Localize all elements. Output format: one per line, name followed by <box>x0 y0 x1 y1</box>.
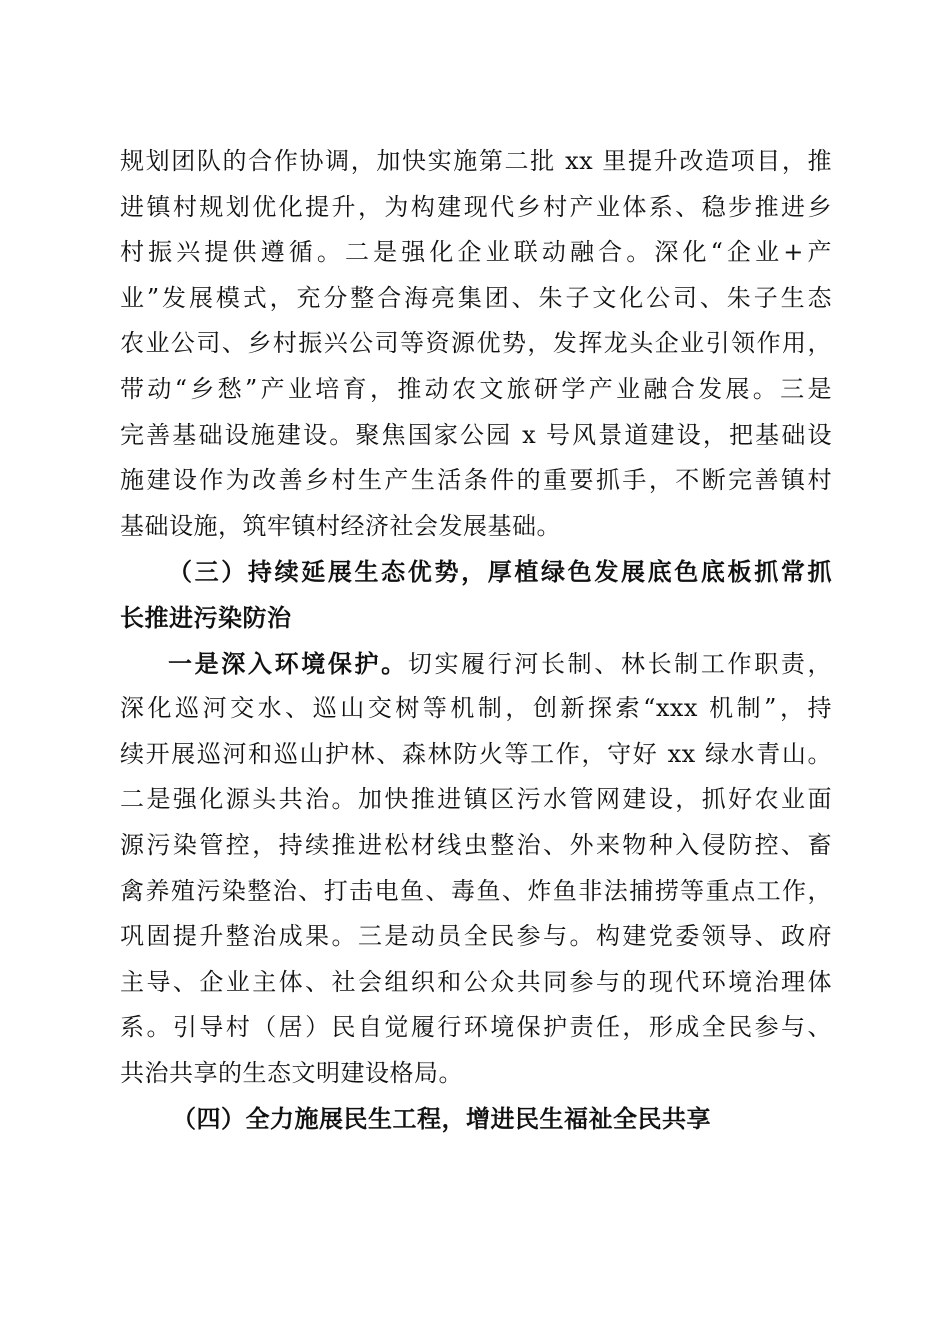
text-line: 业”发展模式，充分整合海亮集团、朱子文化公司、朱子生态 <box>120 283 832 312</box>
text-line: 农业公司、乡村振兴公司等资源优势，发挥龙头企业引领作用， <box>120 329 832 358</box>
text-line: 带动“乡愁”产业培育，推动农文旅研学产业融合发展。三是 <box>120 374 832 403</box>
text-line <box>120 641 832 687</box>
text-line: 规划团队的合作协调，加快实施第二批 xx 里提升改造项目，推 <box>120 147 832 175</box>
text-line: 深化巡河交水、巡山交树等机制，创新探索“xxx 机制”，持 <box>120 694 832 723</box>
section-heading-3 <box>120 549 832 640</box>
text-line: 源污染管控，持续推进松材线虫整治、外来物种入侵防控、畜 <box>120 830 832 859</box>
heading-line: （四）全力施展民生工程，增进民生福祉全民共享 <box>172 1104 711 1134</box>
text-line: 村振兴提供遵循。二是强化企业联动融合。深化“企业+产 <box>120 238 832 267</box>
paragraph-ecology <box>120 641 832 1097</box>
section-heading-4 <box>120 1096 832 1142</box>
heading-line: 长推进污染防治 <box>120 602 292 632</box>
text-fragment: 切实履行河长制、林长制工作职责， <box>407 649 832 678</box>
paragraph-lead: 一是深入环境保护。 <box>168 648 408 678</box>
text-line: 共治共享的生态文明建设格局。 <box>120 1058 463 1087</box>
text-line: 系。引导村（居）民自觉履行环境保护责任，形成全民参与、 <box>120 1013 832 1042</box>
text-line: 主导、企业主体、社会组织和公众共同参与的现代环境治理体 <box>120 967 832 996</box>
text-line: 施建设作为改善乡村生产生活条件的重要抓手，不断完善镇村 <box>120 466 832 495</box>
text-line: 基础设施，筑牢镇村经济社会发展基础。 <box>120 511 561 540</box>
heading-line: （三）持续延展生态优势，厚植绿色发展底色底板抓常抓 <box>168 557 832 587</box>
text-line: 禽养殖污染整治、打击电鱼、毒鱼、炸鱼非法捕捞等重点工作， <box>120 876 832 905</box>
text-line: 完善基础设施建设。聚焦国家公园 x 号风景道建设，把基础设 <box>120 420 832 449</box>
text-line: 进镇村规划优化提升，为构建现代乡村产业体系、稳步推进乡 <box>120 192 832 221</box>
document-body <box>120 139 832 1142</box>
text-line: 二是强化源头共治。加快推进镇区污水管网建设，抓好农业面 <box>120 785 832 814</box>
text-line: 巩固提升整治成果。三是动员全民参与。构建党委领导、政府 <box>120 922 832 951</box>
paragraph-infrastructure <box>120 139 832 549</box>
text-line: 续开展巡河和巡山护林、森林防火等工作，守好 xx 绿水青山。 <box>120 739 832 768</box>
